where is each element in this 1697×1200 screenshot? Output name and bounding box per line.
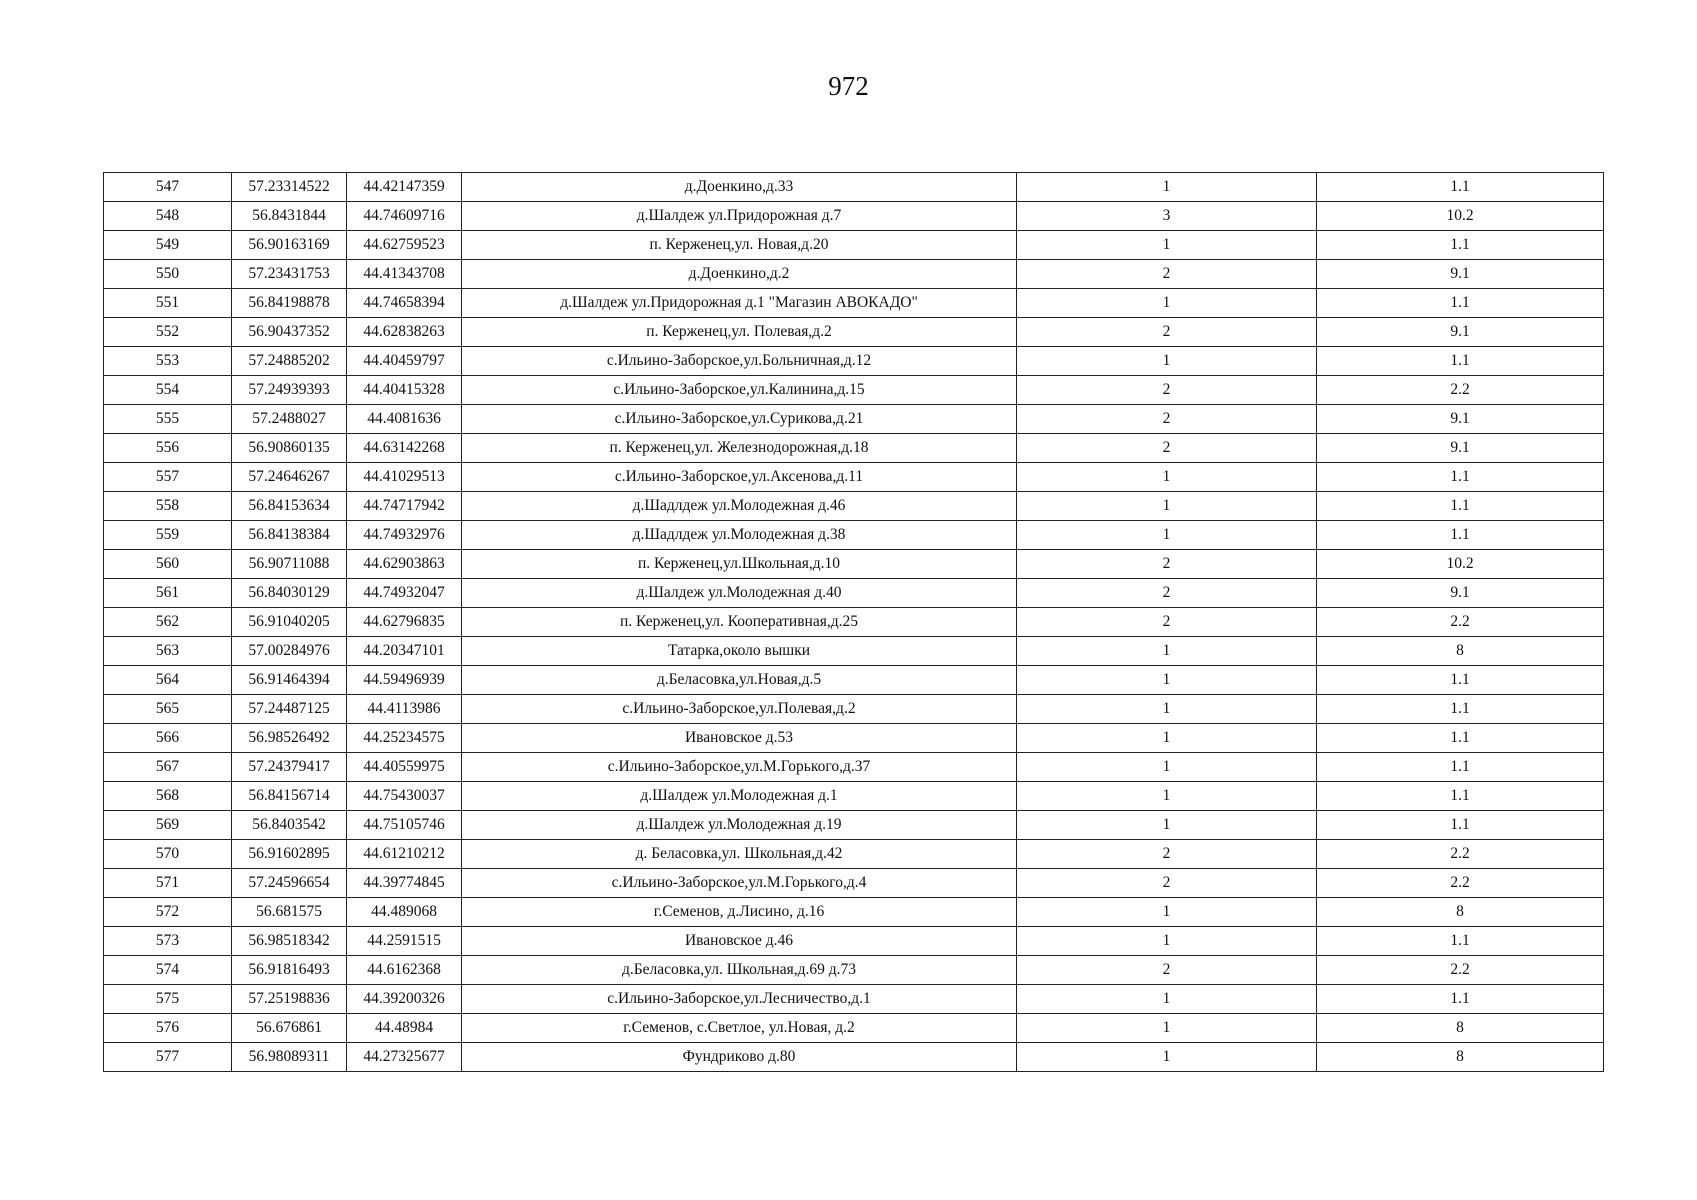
longitude-cell: 44.39774845: [347, 869, 462, 898]
count-cell: 1: [1017, 753, 1317, 782]
code-cell: 9.1: [1317, 260, 1604, 289]
address-cell: д.Шадлдеж ул.Молодежная д.46: [462, 492, 1017, 521]
table-row: [104, 840, 1604, 869]
code-cell: 1.1: [1317, 724, 1604, 753]
address-cell: д.Шадлдеж ул.Молодежная д.38: [462, 521, 1017, 550]
row-number-cell: 563: [104, 637, 232, 666]
row-number-cell: 570: [104, 840, 232, 869]
latitude-cell: 57.24379417: [232, 753, 347, 782]
latitude-cell: 57.2488027: [232, 405, 347, 434]
count-cell: 1: [1017, 463, 1317, 492]
row-number-cell: 555: [104, 405, 232, 434]
count-cell: 1: [1017, 811, 1317, 840]
code-cell: 1.1: [1317, 347, 1604, 376]
table-row: [104, 202, 1604, 231]
count-cell: 1: [1017, 1014, 1317, 1043]
count-cell: 1: [1017, 231, 1317, 260]
longitude-cell: 44.27325677: [347, 1043, 462, 1072]
address-cell: с.Ильино-Заборское,ул.Лесничество,д.1: [462, 985, 1017, 1014]
longitude-cell: 44.74932047: [347, 579, 462, 608]
code-cell: 2.2: [1317, 869, 1604, 898]
latitude-cell: 57.24885202: [232, 347, 347, 376]
row-number-cell: 558: [104, 492, 232, 521]
longitude-cell: 44.6162368: [347, 956, 462, 985]
table-row: [104, 956, 1604, 985]
count-cell: 2: [1017, 550, 1317, 579]
latitude-cell: 56.90860135: [232, 434, 347, 463]
row-number-cell: 567: [104, 753, 232, 782]
latitude-cell: 57.23314522: [232, 173, 347, 202]
count-cell: 1: [1017, 492, 1317, 521]
code-cell: 1.1: [1317, 753, 1604, 782]
code-cell: 9.1: [1317, 579, 1604, 608]
row-number-cell: 554: [104, 376, 232, 405]
latitude-cell: 56.98526492: [232, 724, 347, 753]
address-cell: д.Беласовка,ул. Школьная,д.69 д.73: [462, 956, 1017, 985]
code-cell: 8: [1317, 1043, 1604, 1072]
address-cell: с.Ильино-Заборское,ул.Аксенова,д.11: [462, 463, 1017, 492]
latitude-cell: 56.676861: [232, 1014, 347, 1043]
table-row: [104, 434, 1604, 463]
code-cell: 2.2: [1317, 376, 1604, 405]
table-row: [104, 550, 1604, 579]
table-row: [104, 695, 1604, 724]
address-cell: г.Семенов, с.Светлое, ул.Новая, д.2: [462, 1014, 1017, 1043]
address-cell: п. Керженец,ул. Железнодорожная,д.18: [462, 434, 1017, 463]
row-number-cell: 547: [104, 173, 232, 202]
count-cell: 2: [1017, 405, 1317, 434]
table-row: [104, 492, 1604, 521]
longitude-cell: 44.62903863: [347, 550, 462, 579]
count-cell: 1: [1017, 985, 1317, 1014]
address-cell: Ивановское д.46: [462, 927, 1017, 956]
code-cell: 2.2: [1317, 956, 1604, 985]
table-row: [104, 260, 1604, 289]
table-row: [104, 405, 1604, 434]
row-number-cell: 550: [104, 260, 232, 289]
longitude-cell: 44.62838263: [347, 318, 462, 347]
row-number-cell: 564: [104, 666, 232, 695]
latitude-cell: 56.84198878: [232, 289, 347, 318]
latitude-cell: 56.91464394: [232, 666, 347, 695]
table-row: [104, 521, 1604, 550]
code-cell: 9.1: [1317, 434, 1604, 463]
latitude-cell: 56.84156714: [232, 782, 347, 811]
row-number-cell: 562: [104, 608, 232, 637]
longitude-cell: 44.40559975: [347, 753, 462, 782]
address-cell: д.Шалдеж ул.Молодежная д.19: [462, 811, 1017, 840]
address-cell: д.Доенкино,д.33: [462, 173, 1017, 202]
longitude-cell: 44.74932976: [347, 521, 462, 550]
longitude-cell: 44.41343708: [347, 260, 462, 289]
address-cell: г.Семенов, д.Лисино, д.16: [462, 898, 1017, 927]
address-cell: д.Шалдеж ул.Придорожная д.7: [462, 202, 1017, 231]
count-cell: 1: [1017, 782, 1317, 811]
table-row: [104, 811, 1604, 840]
count-cell: 2: [1017, 318, 1317, 347]
address-cell: с.Ильино-Заборское,ул.М.Горького,д.37: [462, 753, 1017, 782]
address-cell: п. Керженец,ул. Полевая,д.2: [462, 318, 1017, 347]
table-row: [104, 463, 1604, 492]
latitude-cell: 56.681575: [232, 898, 347, 927]
count-cell: 1: [1017, 637, 1317, 666]
row-number-cell: 549: [104, 231, 232, 260]
latitude-cell: 56.84153634: [232, 492, 347, 521]
latitude-cell: 56.91816493: [232, 956, 347, 985]
table-row: [104, 1014, 1604, 1043]
count-cell: 2: [1017, 869, 1317, 898]
table-row: [104, 231, 1604, 260]
code-cell: 2.2: [1317, 840, 1604, 869]
data-table: [103, 172, 1604, 1072]
row-number-cell: 571: [104, 869, 232, 898]
page-number: 972: [828, 71, 869, 101]
count-cell: 2: [1017, 956, 1317, 985]
row-number-cell: 568: [104, 782, 232, 811]
count-cell: 1: [1017, 347, 1317, 376]
latitude-cell: 57.00284976: [232, 637, 347, 666]
table-row: [104, 608, 1604, 637]
count-cell: 1: [1017, 1043, 1317, 1072]
latitude-cell: 56.91040205: [232, 608, 347, 637]
latitude-cell: 57.24596654: [232, 869, 347, 898]
longitude-cell: 44.63142268: [347, 434, 462, 463]
latitude-cell: 56.84030129: [232, 579, 347, 608]
address-cell: д. Беласовка,ул. Школьная,д.42: [462, 840, 1017, 869]
longitude-cell: 44.39200326: [347, 985, 462, 1014]
count-cell: 1: [1017, 927, 1317, 956]
table-row: [104, 173, 1604, 202]
address-cell: с.Ильино-Заборское,ул.Полевая,д.2: [462, 695, 1017, 724]
latitude-cell: 57.24646267: [232, 463, 347, 492]
row-number-cell: 553: [104, 347, 232, 376]
table-row: [104, 753, 1604, 782]
count-cell: 1: [1017, 666, 1317, 695]
row-number-cell: 574: [104, 956, 232, 985]
row-number-cell: 551: [104, 289, 232, 318]
code-cell: 9.1: [1317, 318, 1604, 347]
latitude-cell: 56.98089311: [232, 1043, 347, 1072]
count-cell: 2: [1017, 376, 1317, 405]
address-cell: п. Керженец,ул.Школьная,д.10: [462, 550, 1017, 579]
longitude-cell: 44.75430037: [347, 782, 462, 811]
code-cell: 1.1: [1317, 492, 1604, 521]
code-cell: 1.1: [1317, 782, 1604, 811]
count-cell: 1: [1017, 898, 1317, 927]
table-row: [104, 724, 1604, 753]
table-row: [104, 927, 1604, 956]
table-row: [104, 579, 1604, 608]
code-cell: 10.2: [1317, 202, 1604, 231]
longitude-cell: 44.489068: [347, 898, 462, 927]
code-cell: 1.1: [1317, 173, 1604, 202]
longitude-cell: 44.4113986: [347, 695, 462, 724]
code-cell: 1.1: [1317, 231, 1604, 260]
address-cell: д.Шалдеж ул.Придорожная д.1 "Магазин АВОКАДО": [462, 289, 1017, 318]
row-number-cell: 573: [104, 927, 232, 956]
count-cell: 2: [1017, 260, 1317, 289]
address-cell: п. Керженец,ул. Новая,д.20: [462, 231, 1017, 260]
longitude-cell: 44.62796835: [347, 608, 462, 637]
code-cell: 1.1: [1317, 463, 1604, 492]
latitude-cell: 56.84138384: [232, 521, 347, 550]
address-cell: д.Шалдеж ул.Молодежная д.40: [462, 579, 1017, 608]
row-number-cell: 559: [104, 521, 232, 550]
longitude-cell: 44.4081636: [347, 405, 462, 434]
latitude-cell: 56.91602895: [232, 840, 347, 869]
table-row: [104, 347, 1604, 376]
address-cell: с.Ильино-Заборское,ул.Больничная,д.12: [462, 347, 1017, 376]
latitude-cell: 57.23431753: [232, 260, 347, 289]
address-cell: с.Ильино-Заборское,ул.Сурикова,д.21: [462, 405, 1017, 434]
code-cell: 1.1: [1317, 521, 1604, 550]
table-row: [104, 869, 1604, 898]
longitude-cell: 44.25234575: [347, 724, 462, 753]
code-cell: 1.1: [1317, 811, 1604, 840]
count-cell: 2: [1017, 608, 1317, 637]
longitude-cell: 44.61210212: [347, 840, 462, 869]
code-cell: 1.1: [1317, 289, 1604, 318]
table-row: [104, 666, 1604, 695]
row-number-cell: 575: [104, 985, 232, 1014]
table-row: [104, 985, 1604, 1014]
longitude-cell: 44.59496939: [347, 666, 462, 695]
latitude-cell: 57.24487125: [232, 695, 347, 724]
table-row: [104, 782, 1604, 811]
row-number-cell: 552: [104, 318, 232, 347]
count-cell: 1: [1017, 289, 1317, 318]
row-number-cell: 576: [104, 1014, 232, 1043]
count-cell: 2: [1017, 840, 1317, 869]
longitude-cell: 44.2591515: [347, 927, 462, 956]
code-cell: 8: [1317, 1014, 1604, 1043]
row-number-cell: 548: [104, 202, 232, 231]
longitude-cell: 44.62759523: [347, 231, 462, 260]
latitude-cell: 56.98518342: [232, 927, 347, 956]
longitude-cell: 44.74658394: [347, 289, 462, 318]
longitude-cell: 44.41029513: [347, 463, 462, 492]
latitude-cell: 56.90163169: [232, 231, 347, 260]
code-cell: 10.2: [1317, 550, 1604, 579]
code-cell: 1.1: [1317, 695, 1604, 724]
count-cell: 3: [1017, 202, 1317, 231]
longitude-cell: 44.40459797: [347, 347, 462, 376]
longitude-cell: 44.75105746: [347, 811, 462, 840]
longitude-cell: 44.74717942: [347, 492, 462, 521]
longitude-cell: 44.74609716: [347, 202, 462, 231]
latitude-cell: 56.90711088: [232, 550, 347, 579]
address-cell: п. Керженец,ул. Кооперативная,д.25: [462, 608, 1017, 637]
row-number-cell: 566: [104, 724, 232, 753]
latitude-cell: 57.24939393: [232, 376, 347, 405]
count-cell: 2: [1017, 579, 1317, 608]
address-cell: Фундриково д.80: [462, 1043, 1017, 1072]
row-number-cell: 556: [104, 434, 232, 463]
count-cell: 1: [1017, 521, 1317, 550]
address-cell: д.Доенкино,д.2: [462, 260, 1017, 289]
code-cell: 8: [1317, 637, 1604, 666]
table-row: [104, 637, 1604, 666]
table-row: [104, 289, 1604, 318]
table-body: [104, 173, 1604, 1072]
row-number-cell: 569: [104, 811, 232, 840]
latitude-cell: 57.25198836: [232, 985, 347, 1014]
table-row: [104, 318, 1604, 347]
row-number-cell: 557: [104, 463, 232, 492]
code-cell: 1.1: [1317, 666, 1604, 695]
table-row: [104, 898, 1604, 927]
row-number-cell: 577: [104, 1043, 232, 1072]
longitude-cell: 44.42147359: [347, 173, 462, 202]
address-cell: Ивановское д.53: [462, 724, 1017, 753]
code-cell: 8: [1317, 898, 1604, 927]
address-cell: д.Беласовка,ул.Новая,д.5: [462, 666, 1017, 695]
row-number-cell: 565: [104, 695, 232, 724]
row-number-cell: 560: [104, 550, 232, 579]
longitude-cell: 44.20347101: [347, 637, 462, 666]
longitude-cell: 44.40415328: [347, 376, 462, 405]
count-cell: 2: [1017, 434, 1317, 463]
address-cell: с.Ильино-Заборское,ул.М.Горького,д.4: [462, 869, 1017, 898]
code-cell: 9.1: [1317, 405, 1604, 434]
latitude-cell: 56.8431844: [232, 202, 347, 231]
row-number-cell: 572: [104, 898, 232, 927]
code-cell: 1.1: [1317, 927, 1604, 956]
longitude-cell: 44.48984: [347, 1014, 462, 1043]
address-cell: д.Шалдеж ул.Молодежная д.1: [462, 782, 1017, 811]
count-cell: 1: [1017, 695, 1317, 724]
count-cell: 1: [1017, 724, 1317, 753]
code-cell: 2.2: [1317, 608, 1604, 637]
table-row: [104, 1043, 1604, 1072]
latitude-cell: 56.8403542: [232, 811, 347, 840]
code-cell: 1.1: [1317, 985, 1604, 1014]
latitude-cell: 56.90437352: [232, 318, 347, 347]
count-cell: 1: [1017, 173, 1317, 202]
table-row: [104, 376, 1604, 405]
address-cell: с.Ильино-Заборское,ул.Калинина,д.15: [462, 376, 1017, 405]
row-number-cell: 561: [104, 579, 232, 608]
address-cell: Татарка,около вышки: [462, 637, 1017, 666]
